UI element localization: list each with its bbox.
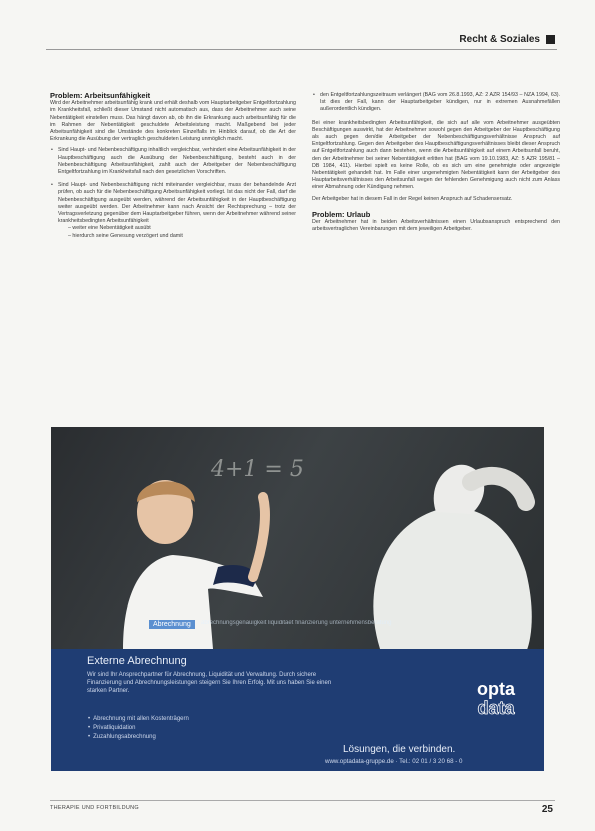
sub-item: – weiter eine Nebentätigkeit ausübt [68,225,296,232]
left-column [50,92,296,246]
continued-bullet: • den Entgeltfortzahlungszeitraum verlängert (BAG vom 26.8.1993, AZ: 2 AZR 154/93 – NZA 1994, 63). Ist dies der Fall, kann der Hauptarbeitgeber kündigen, nur in extremen Ausnahmefällen außerordentlich kündigen. [320,92,560,114]
teacher-figure [321,442,544,649]
paragraph-schadensersatz: Der Arbeitgeber hat in diesem Fall in der Regel keinen Anspruch auf Schadensersatz. [312,195,513,202]
paragraph-entgeltfortzahlung: Bei einer krankheitsbedingten Arbeitsunfähigkeit, die sich auf alle vom Arbeitnehmer ausgeübten Beschäftigungen auswirkt, hat der Arbeitnehmer sowohl gegen den Arbeitgeber der Hauptbeschäftigung als auch gegen den/die Arbeitgeber der Nebenbeschäftigungsverhältnisse Anspruch auf Entgeltfortzahlung. Gegen den Arbeitgeber des Hauptbeschäftigungsverhältnisses bleibt dieser Anspruch auf Entgeltfortzahlung auch dann bestehen, wenn die Arbeitsunfähigkeit auf einem Arbeitsunfall beruht, den der Arbeitnehmer bei seiner Nebentätigkeit erlitten hat (BAG vom 19.10.1983, AZ: 5 AZR 195/81 – DB 1984, 411). Hierbei spielt es keine Rolle, ob es sich um eine genehmigte oder angezeigte Nebentätigkeit gehandelt hat. Im Falle einer ungenehmigten Nebentätigkeit kann der Arbeitgeber des Hauptarbeitsverhältnisses den Arbeitsunfall wegen der fehlenden Genehmigung auch nicht zum Anlass einer Abmahnung oder Kündigung nehmen. [312,119,560,191]
ad-blurb: Wir sind Ihr Ansprechpartner für Abrechnung, Liquidität und Verwaltung. Durch sichere Finanzierung und Abrechnungsleistungen steigern Sie Ihren Erfolg. Mit uns haben Sie einen starken Partner. [87,672,332,694]
heading-urlaub: Problem: Urlaub [312,209,371,219]
ad-list-item: • Zuzahlungsabrechnung [95,733,189,742]
footer-rule [50,800,555,801]
ad-contact: www.optadata-gruppe.de · Tel.: 02 01 / 3 20 68 - 0 [325,758,463,765]
bullet-vergleichbar: • Sind Haupt- und Nebenbeschäftigung inhaltlich vergleichbar, verhindert eine Arbeitsunfähigkeit in der Hauptbeschäftigung auch die Ausübung der Nebenbeschäftigung, besteht auch in der Nebenbeschäftigung Arbeitsunfähigkeit, zahlt auch der Arbeitgeber der Nebenbeschäftigung Entgeltfortzahlung im Krankheitsfall nach den gesetzlichen Vorschriften. [58,147,296,176]
right-column [312,92,560,237]
section-square-icon [546,35,555,44]
header-rule [46,49,557,50]
chalkboard-text: 4+1 = 5 [211,457,304,482]
intro-paragraph: Wird der Arbeitnehmer arbeitsunfähig krank und erhält deshalb vom Hauptarbeitgeber Entgeltfortzahlung im Krankheitsfall, schließt dieser Umstand nicht automatisch aus, dass der Arbeitnehmer auch seine Nebentätigkeit einstellen muss. Das hängt davon ab, ob ihn die Erkrankung auch arbeitsunfähig für die im Rahmen der Nebentätigkeit geschuldete Arbeitsleistung macht. Maßgebend bei jeder Arbeitsunfähigkeit sind die Umstände des konkreten Einzelfalls im Hinblick darauf, ob die Art der Erkrankung die Ausübung der vertraglich geschuldeten Leistung unmöglich macht. [50,100,296,143]
page-number: 25 [541,804,553,815]
heading-arbeitsunfaehigkeit: Problem: Arbeitsunfähigkeit [50,91,151,100]
section-title: Recht & Soziales [459,34,540,45]
section-header [459,34,555,45]
ad-slogan: Lösungen, die verbinden. [343,744,456,755]
right-bullets [312,92,560,114]
ad-list-item: • Privatliquidation [95,724,189,733]
ad-title: Externe Abrechnung [87,655,187,667]
ad-list [87,715,189,742]
logo-data: data [477,698,515,718]
ad-photo [51,427,544,649]
bullet-text: Sind Haupt- und Nebenbeschäftigung nicht miteinander vergleichbar, muss der behandelnde Arzt prüfen, ob auch für die Nebenbeschäftigung Arbeitsunfähigkeit vorliegt. Ist das nicht der Fall, darf die Nebenbeschäftigung ausgeübt werden, während der Arbeitsunfähigkeit in der Hauptbeschäftigung weiter ausgeübt werden. Der Arbeitnehmer kann nach Ansicht der Rechtsprechung – trotz der Vertragsverletzung gegenüber dem Hauptarbeitgeber führen, wenn der Arbeitnehmer während seiner krankheitsbedingten Arbeitsunfähigkeit [58,182,296,225]
footer-publication: THERAPIE UND FORTBILDUNG [50,805,139,811]
optadata-logo [462,675,530,719]
left-bullets [50,147,296,239]
caption-strip: abrechnungsgenauigkeit liquiditaet finanzierung unternehmensberatung [201,620,392,626]
ad-box [51,649,544,771]
bullet-nicht-vergleichbar [58,182,296,240]
sub-item: – hierdurch seine Genesung verzögert und damit [68,233,296,240]
sub-list [58,225,296,239]
paragraph-urlaub: Der Arbeitnehmer hat in beiden Arbeitsverhältnissen einen Urlaubsanspruch entsprechend den arbeitsvertraglichen Vereinbarungen mit dem jeweiligen Arbeitgeber. [312,219,560,233]
logo-opta: opta [477,679,515,699]
photo-caption: Abrechnung [149,620,195,629]
ad-list-item: • Abrechnung mit allen Kostenträgern [95,715,189,724]
